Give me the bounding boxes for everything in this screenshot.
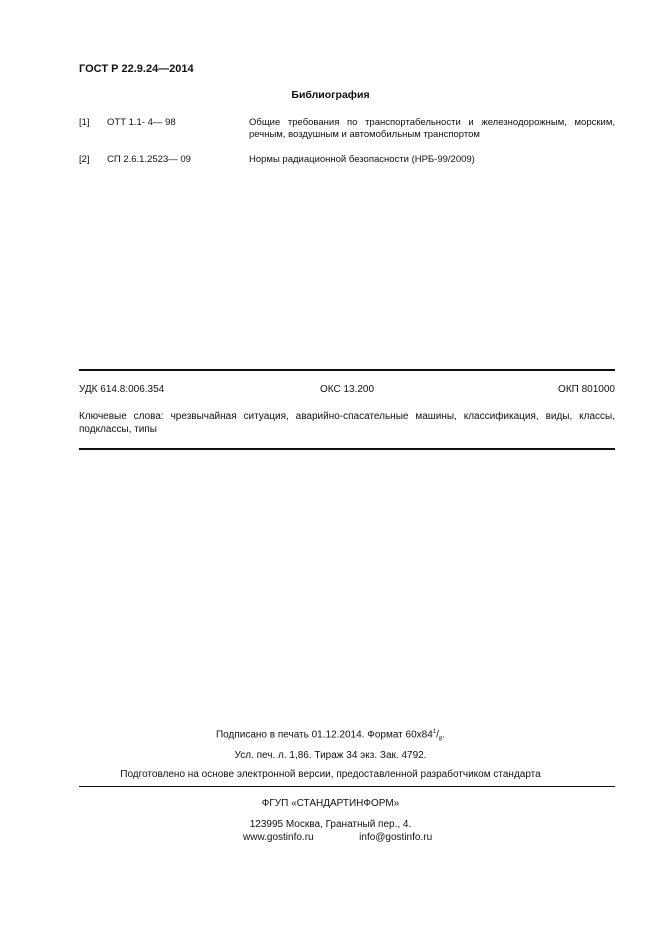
entry-description: Нормы радиационной безопасности (НРБ-99/2009)	[249, 154, 475, 165]
print-info: Усл. печ. л. 1,86. Тираж 34 экз. Зак. 4792.	[234, 750, 427, 761]
website-link[interactable]: www.gostinfo.ru	[243, 832, 314, 843]
top-divider	[79, 369, 615, 371]
signed-text: Подписано в печать 01.12.2014. Формат 60x84	[215, 729, 433, 741]
format-numerator: 1	[432, 729, 437, 735]
signed-suffix: .	[442, 729, 446, 741]
standard-code: ГОСТ Р 22.9.24—2014	[79, 63, 194, 75]
signed-for-print: Подписано в печать 01.12.2014. Формат $60x84^1/_8$.	[215, 729, 446, 743]
entry-number: [1]	[79, 117, 90, 128]
format-denominator: 8	[438, 736, 443, 743]
keywords: Ключевые слова: чрезвычайная ситуация, аварийно-спасательные машины, классификация, виды, классы, подклассы, типы	[79, 411, 615, 435]
entry-code: ОТТ 1.1- 4— 98	[107, 117, 176, 128]
oks-code: ОКС 13.200	[319, 384, 375, 395]
imprint-divider	[79, 786, 615, 787]
udk-code: УДК 614.8:006.354	[79, 384, 165, 395]
entry-number: [2]	[79, 154, 90, 165]
bibliography-title: Библиография	[291, 89, 370, 101]
okp-code: ОКП 801000	[558, 384, 615, 395]
publisher-address: 123995 Москва, Гранатный пер., 4.	[249, 819, 412, 830]
entry-description: Общие требования по транспортабельности и железнодорожным, морским, речным, воздушным и автомобильным транспортом	[249, 117, 615, 140]
entry-code: СП 2.6.1.2523— 09	[107, 154, 191, 165]
email-link[interactable]: info@gostinfo.ru	[359, 832, 433, 843]
prepared-note: Подготовлено на основе электронной версии, предоставленной разработчиком стандарта	[120, 769, 541, 780]
classification-row	[79, 384, 615, 398]
publisher-name: ФГУП «СТАНДАРТИНФОРМ»	[261, 798, 400, 809]
bottom-divider	[79, 448, 615, 450]
publisher-contacts	[243, 832, 432, 843]
